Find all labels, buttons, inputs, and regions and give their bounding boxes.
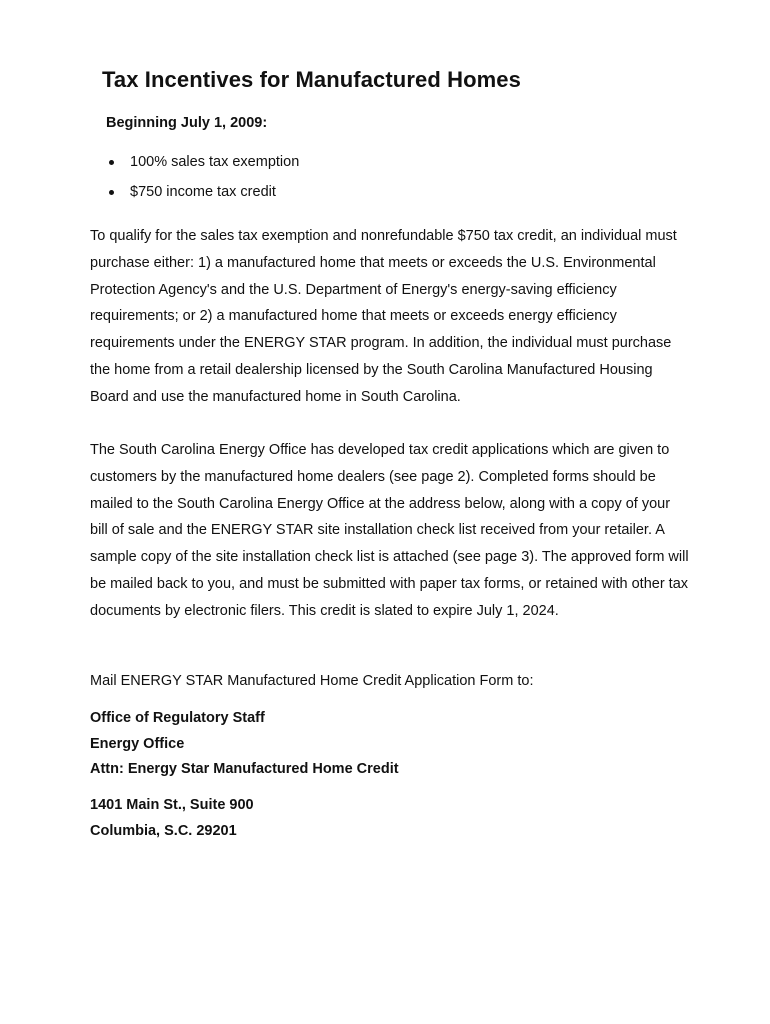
list-item-income-tax: $750 income tax credit <box>108 182 299 202</box>
address-recipient <box>90 705 399 782</box>
application-paragraph: The South Carolina Energy Office has developed tax credit applications which are given to customers by the manufactured home dealers (see page 2). Completed forms should be mailed to the South Carolina Energy Office at the address below, along with a copy of your bill of sale and the ENERGY STAR site installation check list received from your retailer. A sample copy of the site installation check list is attached (see page 3). The approved form will be mailed back to you, and must be submitted with paper tax forms, or retained with other tax documents by electronic filers. This credit is slated to expire July 1, 2024. <box>90 442 689 619</box>
effective-date-heading: Beginning July 1, 2009: <box>106 115 268 131</box>
page-title: Tax Incentives for Manufactured Homes <box>102 67 521 92</box>
qualification-paragraph: To qualify for the sales tax exemption and nonrefundable $750 tax credit, an individual must purchase either: 1) a manufactured home that meets or exceeds the U.S. Environmental Protection Agency's and the U.S. Department of Energy's energy-saving efficiency requirements; or 2) a manufactured home that meets or exceeds energy efficiency requirements under the ENERGY STAR program. In addition, the individual must purchase the home from a retail dealership licensed by the South Carolina Manufactured Housing Board and use the manufactured home in South Carolina. <box>90 228 677 405</box>
address-city: Columbia, S.C. 29201 <box>90 823 237 839</box>
address-line-department: Energy Office <box>90 736 185 752</box>
mail-instruction: Mail ENERGY STAR Manufactured Home Credit Application Form to: <box>90 673 534 689</box>
incentive-list <box>108 152 299 211</box>
address-street: 1401 Main St., Suite 900 <box>90 797 254 813</box>
address-line-attention: Attn: Energy Star Manufactured Home Credit <box>90 761 399 777</box>
address-location <box>90 792 254 844</box>
address-line-office: Office of Regulatory Staff <box>90 710 265 726</box>
list-item-sales-tax: 100% sales tax exemption <box>108 152 299 172</box>
